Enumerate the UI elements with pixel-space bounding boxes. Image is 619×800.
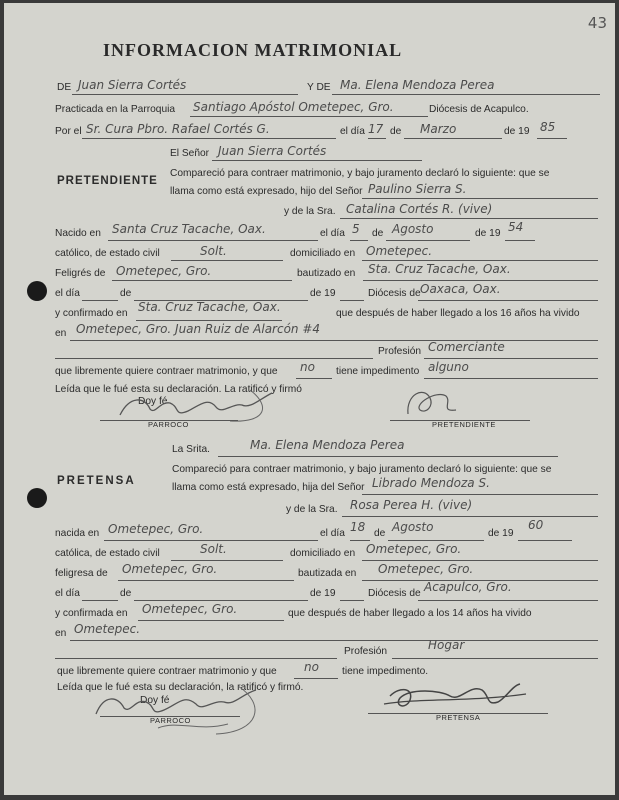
llama-label: llama como está expresado, hijo del Señor	[170, 186, 363, 197]
month-value: Marzo	[420, 122, 457, 136]
dia-label: el día	[320, 228, 345, 239]
day-value: 17	[368, 122, 384, 136]
baptized-value-2: Ometepec, Gro.	[378, 562, 474, 576]
section-pretensa: PRETENSA	[57, 475, 136, 487]
punch-hole-top	[27, 281, 47, 301]
year-prefix: de 19	[504, 126, 530, 137]
pretensa-sign-label: PRETENSA	[436, 713, 481, 722]
profession-value-2: Hogar	[428, 638, 465, 652]
y-de-label: Y DE	[307, 82, 331, 93]
el-senor-label: El Señor	[170, 148, 210, 159]
la-srita-label: La Srita.	[172, 444, 210, 455]
feligresa-label: feligresa de	[55, 568, 108, 579]
father-line	[362, 198, 598, 199]
profesion-label-2: Profesión	[344, 646, 388, 657]
mother-value: Catalina Cortés R. (vive)	[346, 202, 493, 216]
lived-line-2	[70, 640, 598, 641]
comparecio-text-2: Compareció para contraer matrimonio, y bajo juramento declaró lo siguiente: que se	[172, 464, 552, 475]
lived-value-2: Ometepec.	[74, 622, 141, 636]
de-month-label: de	[390, 126, 402, 137]
month-value-2: Agosto	[392, 520, 434, 534]
impediment-line-2	[294, 678, 338, 679]
bautizado-label: bautizado en	[297, 268, 356, 279]
de-label: DE	[57, 82, 72, 93]
mother-line	[340, 218, 598, 219]
bride-name-line	[332, 94, 600, 95]
tiene-label: tiene impedimento	[336, 366, 420, 377]
domicile-value-2: Ometepec, Gro.	[366, 542, 462, 556]
parroquia-label: Practicada en la Parroquia	[55, 104, 176, 115]
father-value-2: Librado Mendoza S.	[372, 476, 490, 490]
baptized-line	[363, 280, 598, 281]
bride-value: Ma. Elena Mendoza Perea	[250, 438, 405, 452]
month-value: Agosto	[392, 222, 434, 236]
dia-label: el día	[340, 126, 365, 137]
parroco-label-1: PARROCO	[148, 420, 189, 429]
por-el-label: Por el	[55, 126, 82, 137]
year2-line	[340, 300, 364, 301]
dia2-label-2: el día	[55, 588, 80, 599]
year-line	[505, 240, 535, 241]
father-value: Paulino Sierra S.	[368, 182, 467, 196]
confirmado-label: y confirmado en	[55, 308, 128, 319]
year-prefix-2: de 19	[488, 528, 514, 539]
birthplace-line	[108, 240, 318, 241]
civil-value-2: Solt.	[200, 542, 227, 556]
punch-hole-bottom	[27, 488, 47, 508]
month-line	[404, 138, 502, 139]
llama-label-2: llama como está expresado, hija del Señor	[172, 482, 365, 493]
year-line-2	[518, 540, 572, 541]
bautizada-label: bautizada en	[298, 568, 357, 579]
de2-label: de	[120, 288, 132, 299]
groom-value: Juan Sierra Cortés	[218, 144, 327, 158]
profession-line	[424, 358, 598, 359]
year-prefix: de 19	[475, 228, 501, 239]
dia-label-2: el día	[320, 528, 345, 539]
page-number: 43	[587, 14, 607, 32]
diocese-line-2	[418, 600, 598, 601]
leida-label-2: Leída que le fué esta su declaración, la ratificó y firmó.	[57, 682, 304, 693]
impediment-value: no	[300, 360, 315, 374]
blank-line-2	[55, 658, 337, 659]
parroco-signature-2	[88, 680, 278, 740]
birthplace-value: Santa Cruz Tacache, Oax.	[112, 222, 266, 236]
de19-label: de 19	[310, 288, 336, 299]
leida-label: Leída que le fué esta su declaración. La ratificó y firmó	[55, 384, 302, 395]
confirmed-line	[136, 320, 282, 321]
domiciliado-label: domiciliado en	[290, 248, 356, 259]
libremente-label: que libremente quiere contraer matrimonio, y que	[55, 366, 278, 377]
bride-line	[218, 456, 558, 457]
mother-line-2	[342, 516, 598, 517]
year-value: 85	[540, 120, 556, 134]
comparecio-text: Compareció para contraer matrimonio, y bajo juramento declaró lo siguiente: que se	[170, 168, 550, 179]
section-pretendiente: PRETENDIENTE	[57, 175, 158, 187]
day2-line-2	[82, 600, 118, 601]
parish-line	[112, 280, 292, 281]
diocese-line	[418, 300, 598, 301]
lived-value: Ometepec, Gro. Juan Ruiz de Alarcón #4	[76, 322, 321, 336]
de-label-2: de	[374, 528, 386, 539]
day-value: 5	[352, 222, 360, 236]
father-line-2	[362, 494, 598, 495]
day-line	[350, 240, 368, 241]
lived-line	[70, 340, 598, 341]
despues-label: que después de haber llegado a los 16 años ha vivido	[336, 308, 580, 319]
domicile-line	[362, 260, 598, 261]
baptized-value: Sta. Cruz Tacache, Oax.	[368, 262, 511, 276]
profession-value: Comerciante	[428, 340, 505, 354]
birthplace-value-2: Ometepec, Gro.	[108, 522, 204, 536]
civil-line	[171, 260, 283, 261]
groom-name-line	[72, 94, 298, 95]
parroco-label-2: PARROCO	[150, 716, 191, 725]
parroco-signature-1	[110, 385, 280, 425]
diocese-value-2: Acapulco, Gro.	[424, 580, 512, 594]
confirmed-value: Sta. Cruz Tacache, Oax.	[138, 300, 281, 314]
sra-label-2: y de la Sra.	[286, 504, 338, 515]
parish-value: Ometepec, Gro.	[116, 264, 212, 278]
groom-line	[212, 160, 422, 161]
confirmada-label: y confirmada en	[55, 608, 128, 619]
de-label: de	[372, 228, 384, 239]
month-line-2	[388, 540, 484, 541]
day-value-2: 18	[350, 520, 366, 534]
libremente-label-2: que libremente quiere contraer matrimonio y que	[57, 666, 277, 677]
page-title: INFORMACION MATRIMONIAL	[103, 40, 403, 60]
en-label: en	[55, 328, 67, 339]
doy-fe: Doy fé	[138, 396, 168, 407]
catolico-label: católico, de estado civil	[55, 248, 160, 259]
day-line-2	[350, 540, 370, 541]
nacido-label: Nacido en	[55, 228, 101, 239]
diocesis-label: Diócesis de Acapulco.	[429, 104, 529, 115]
day2-line	[82, 300, 118, 301]
year-value: 54	[508, 220, 524, 234]
pretendiente-signature	[400, 380, 460, 420]
profesion-label: Profesión	[378, 346, 422, 357]
domicile-value: Ometepec.	[366, 244, 433, 258]
parish-value-2: Ometepec, Gro.	[122, 562, 218, 576]
dia2-label: el día	[55, 288, 80, 299]
confirmed-line-2	[138, 620, 284, 621]
confirmed-value-2: Ometepec, Gro.	[142, 602, 238, 616]
en-label-2: en	[55, 628, 67, 639]
diocesis-label: Diócesis de	[368, 288, 421, 299]
sra-label: y de la Sra.	[284, 206, 336, 217]
nacida-label: nacida en	[55, 528, 100, 539]
impediment-note: alguno	[428, 360, 469, 374]
feligres-label: Feligrés de	[55, 268, 106, 279]
blank-line	[55, 358, 373, 359]
parroquia-value: Santiago Apóstol Ometepec, Gro.	[193, 100, 394, 114]
profession-line-2	[392, 658, 598, 659]
civil-line-2	[171, 560, 283, 561]
month-line	[386, 240, 470, 241]
parish-line-2	[118, 580, 294, 581]
civil-value: Solt.	[200, 244, 227, 258]
diocese-value: Oaxaca, Oax.	[420, 282, 501, 296]
catolica-label: católica, de estado civil	[55, 548, 160, 559]
impediment-line	[296, 378, 332, 379]
de2-label-2: de	[120, 588, 132, 599]
de19-label-2: de 19	[310, 588, 336, 599]
year2-line-2	[340, 600, 364, 601]
parroquia-line	[190, 116, 428, 117]
impediment-value-2: no	[304, 660, 319, 674]
priest-value: Sr. Cura Pbro. Rafael Cortés G.	[86, 122, 270, 136]
domicile-line-2	[362, 560, 598, 561]
pretendiente-sign-label: PRETENDIENTE	[432, 420, 496, 429]
diocesis-label-2: Diócesis de	[368, 588, 421, 599]
bride-name-value: Ma. Elena Mendoza Perea	[340, 78, 495, 92]
month2-line-2	[134, 600, 308, 601]
groom-name-value: Juan Sierra Cortés	[78, 78, 187, 92]
domiciliado-label-2: domiciliado en	[290, 548, 356, 559]
day-line	[368, 138, 386, 139]
tiene-label-2: tiene impedimento.	[342, 666, 429, 677]
priest-line	[82, 138, 336, 139]
impediment-note-line	[424, 378, 598, 379]
despues-label-2: que después de haber llegado a los 14 años ha vivido	[288, 608, 532, 619]
birthplace-line-2	[104, 540, 318, 541]
year-value-2: 60	[528, 518, 544, 532]
mother-value-2: Rosa Perea H. (vive)	[350, 498, 473, 512]
year-line	[537, 138, 567, 139]
doy-fe-2: Doy fé	[140, 695, 170, 706]
